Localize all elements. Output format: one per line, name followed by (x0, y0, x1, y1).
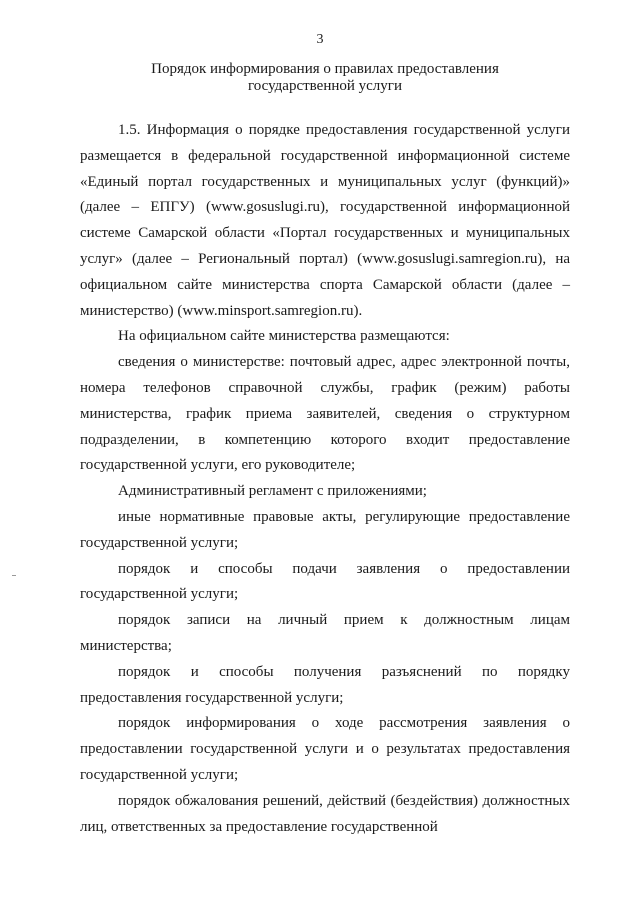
section-heading (80, 61, 570, 95)
page-number: 3 (316, 32, 324, 47)
paragraph-ministry-info: сведения о министерстве: почтовый адрес, адрес электронной почты, номера телефонов справочной службы, график (режим) работы министерства, график приема заявителей, сведения о структурном подразделении, в компетенцию которого входит предоставление государственной услуги, его руководителе; (80, 354, 570, 474)
section-heading-line-1: Порядок информирования о правилах предоставления (151, 61, 499, 77)
paragraph-1-5: 1.5. Информация о порядке предоставления государственной услуги размещается в федеральной государственной информационной системе «Единый портал государственных и муниципальных услуг (функций)» (далее – ЕПГУ) (www.gosuslugi.ru), государственной информационной системе Самарской области «Портал государственных и муниципальных услуг» (далее – Региональный портал) (www.gosuslugi.samregion.ru), на официальном сайте министерства спорта Самарской области (далее – министерство) (www.minsport.samregion.ru). (80, 122, 570, 319)
document-body (80, 118, 570, 840)
paragraph-progress-info: порядок информирования о ходе рассмотрения заявления о предоставлении государственной услуги и о результатах предоставления государственной услуги; (80, 715, 570, 783)
paragraph-site-intro: На официальном сайте министерства размещаются: (118, 328, 450, 345)
paragraph-legal-acts: иные нормативные правовые акты, регулирующие предоставление государственной услуги; (80, 508, 570, 551)
paragraph-appeals: порядок обжалования решений, действий (бездействия) должностных лиц, ответственных за предоставление государственной (80, 792, 570, 835)
paragraph-clarifications: порядок и способы получения разъяснений по порядку предоставления государственной услуги; (80, 663, 570, 706)
paragraph-regulation: Административный регламент с приложениями; (118, 483, 427, 500)
paragraph-appointment: порядок записи на личный прием к должностным лицам министерства; (80, 612, 570, 654)
paragraph-submission: порядок и способы подачи заявления о предоставлении государственной услуги; (80, 560, 570, 603)
scan-mark (12, 575, 16, 576)
section-heading-line-2: государственной услуги (248, 78, 402, 94)
